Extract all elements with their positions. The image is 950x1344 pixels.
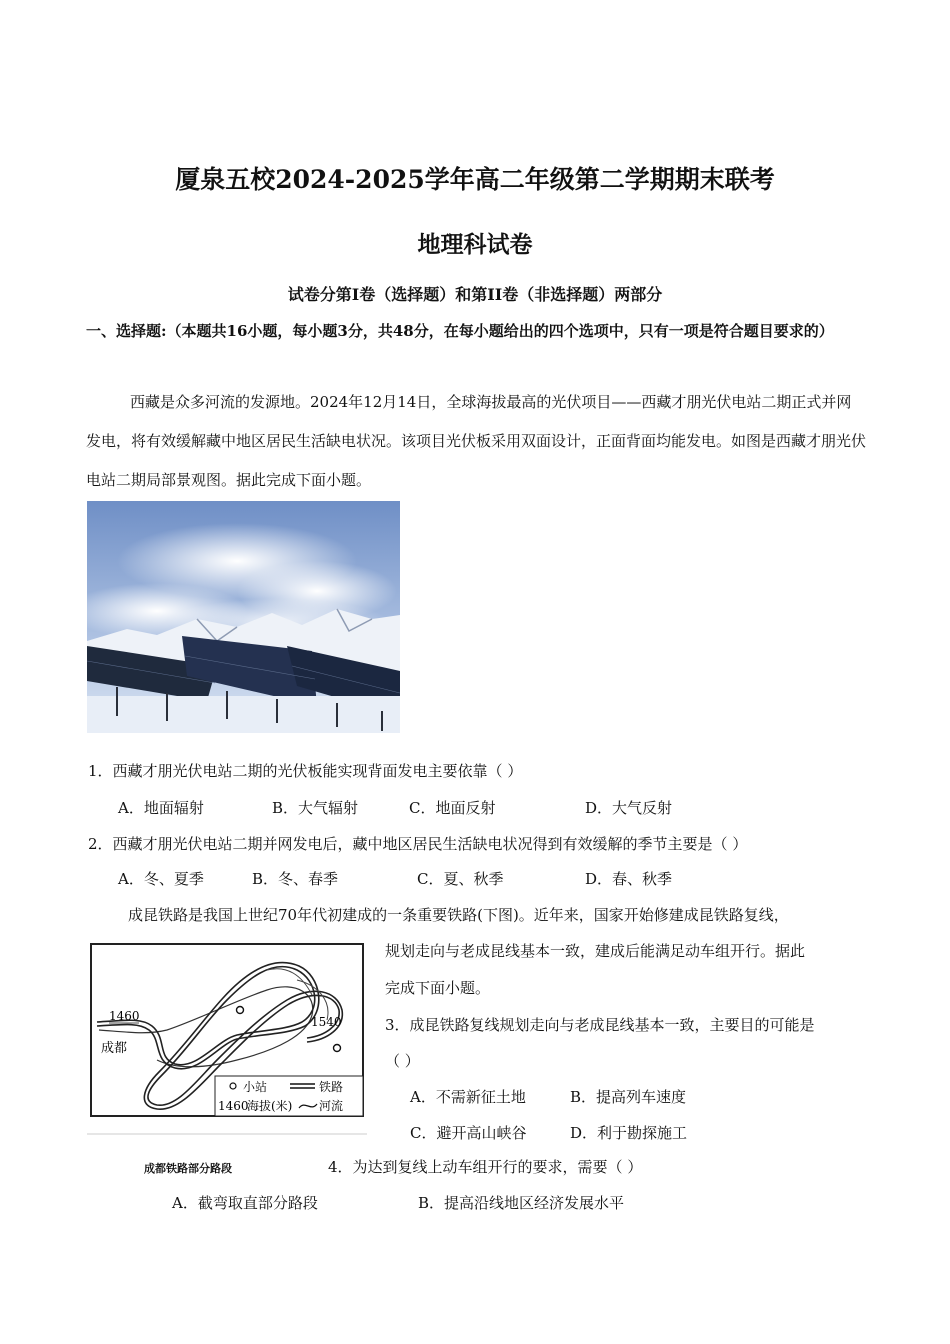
exam-subtitle: 地理科试卷 bbox=[417, 231, 533, 258]
exam-title: 厦泉五校2024-2025学年高二年级第二学期期末联考 bbox=[175, 165, 775, 194]
elevation-label-right: 1540 bbox=[311, 1015, 342, 1029]
question-4-stem: 4．为达到复线上动车组开行的要求，需要（ ） bbox=[328, 1158, 643, 1176]
solar-station-photo bbox=[87, 501, 400, 733]
legend-elevation-number: 1460 bbox=[218, 1099, 249, 1113]
question-3-stem-line2: （ ） bbox=[385, 1052, 420, 1070]
legend-river: 河流 bbox=[319, 1099, 344, 1113]
q1-option-a[interactable]: A．地面辐射 bbox=[118, 799, 204, 817]
elevation-label-left: 1460 bbox=[109, 1009, 140, 1023]
q1-option-d[interactable]: D．大气反射 bbox=[585, 799, 673, 817]
q3-option-a[interactable]: A．不需新征土地 bbox=[410, 1088, 526, 1106]
q2-option-b[interactable]: B．冬、春季 bbox=[252, 870, 339, 888]
q2-option-a[interactable]: A．冬、夏季 bbox=[118, 870, 204, 888]
question-3-stem-line1: 3．成昆铁路复线规划走向与老成昆线基本一致，主要目的可能是 bbox=[385, 1016, 815, 1034]
section-heading: 一、选择题:（本题共16小题，每小题3分，共48分，在每小题给出的四个选项中，只有一项是符合题目要求的） bbox=[86, 322, 834, 340]
station-marker bbox=[334, 1045, 341, 1052]
passage-2-line2: 规划走向与老成昆线基本一致，建成后能满足动车组开行。据此 bbox=[385, 942, 806, 960]
q4-option-a[interactable]: A．截弯取直部分路段 bbox=[172, 1194, 318, 1212]
question-2-stem: 2．西藏才朋光伏电站二期并网发电后，藏中地区居民生活缺电状况得到有效缓解的季节主要是（ ） bbox=[88, 835, 748, 853]
question-1-stem: 1．西藏才朋光伏电站二期的光伏板能实现背面发电主要依靠（ ） bbox=[88, 762, 523, 780]
legend-elevation: 海拔(米) bbox=[247, 1099, 293, 1113]
railway-map bbox=[87, 940, 367, 1136]
city-label-chengdu: 成都 bbox=[101, 1041, 128, 1056]
map-caption: 成都铁路部分路段 bbox=[144, 1162, 232, 1175]
q3-option-d[interactable]: D．利于勘探施工 bbox=[570, 1124, 688, 1142]
passage-2-line3: 完成下面小题。 bbox=[385, 979, 491, 997]
legend-station: 小站 bbox=[243, 1080, 268, 1094]
q2-option-d[interactable]: D．春、秋季 bbox=[585, 870, 673, 888]
q2-option-c[interactable]: C．夏、秋季 bbox=[417, 870, 504, 888]
q1-option-b[interactable]: B．大气辐射 bbox=[272, 799, 359, 817]
passage-1: 西藏是众多河流的发源地。2024年12月14日，全球海拔最高的光伏项目——西藏才朋光伏电站二期正式并网发电，将有效缓解藏中地区居民生活缺电状况。该项目光伏板采用双面设计，正面背面均能发电。如图是西藏才朋光伏电站二期局部景观图。据此完成下面小题。 bbox=[86, 393, 867, 489]
q3-option-c[interactable]: C．避开高山峡谷 bbox=[410, 1124, 527, 1142]
q4-option-b[interactable]: B．提高沿线地区经济发展水平 bbox=[418, 1194, 625, 1212]
legend-railway: 铁路 bbox=[319, 1080, 344, 1094]
structure-note: 试卷分第I卷（选择题）和第II卷（非选择题）两部分 bbox=[287, 285, 663, 304]
passage-2-line1: 成昆铁路是我国上世纪70年代初建成的一条重要铁路(下图)。近年来，国家开始修建成昆铁路复线， bbox=[128, 906, 789, 924]
station-marker bbox=[237, 1007, 244, 1014]
q1-option-c[interactable]: C．地面反射 bbox=[409, 799, 496, 817]
q3-option-b[interactable]: B．提高列车速度 bbox=[570, 1088, 687, 1106]
